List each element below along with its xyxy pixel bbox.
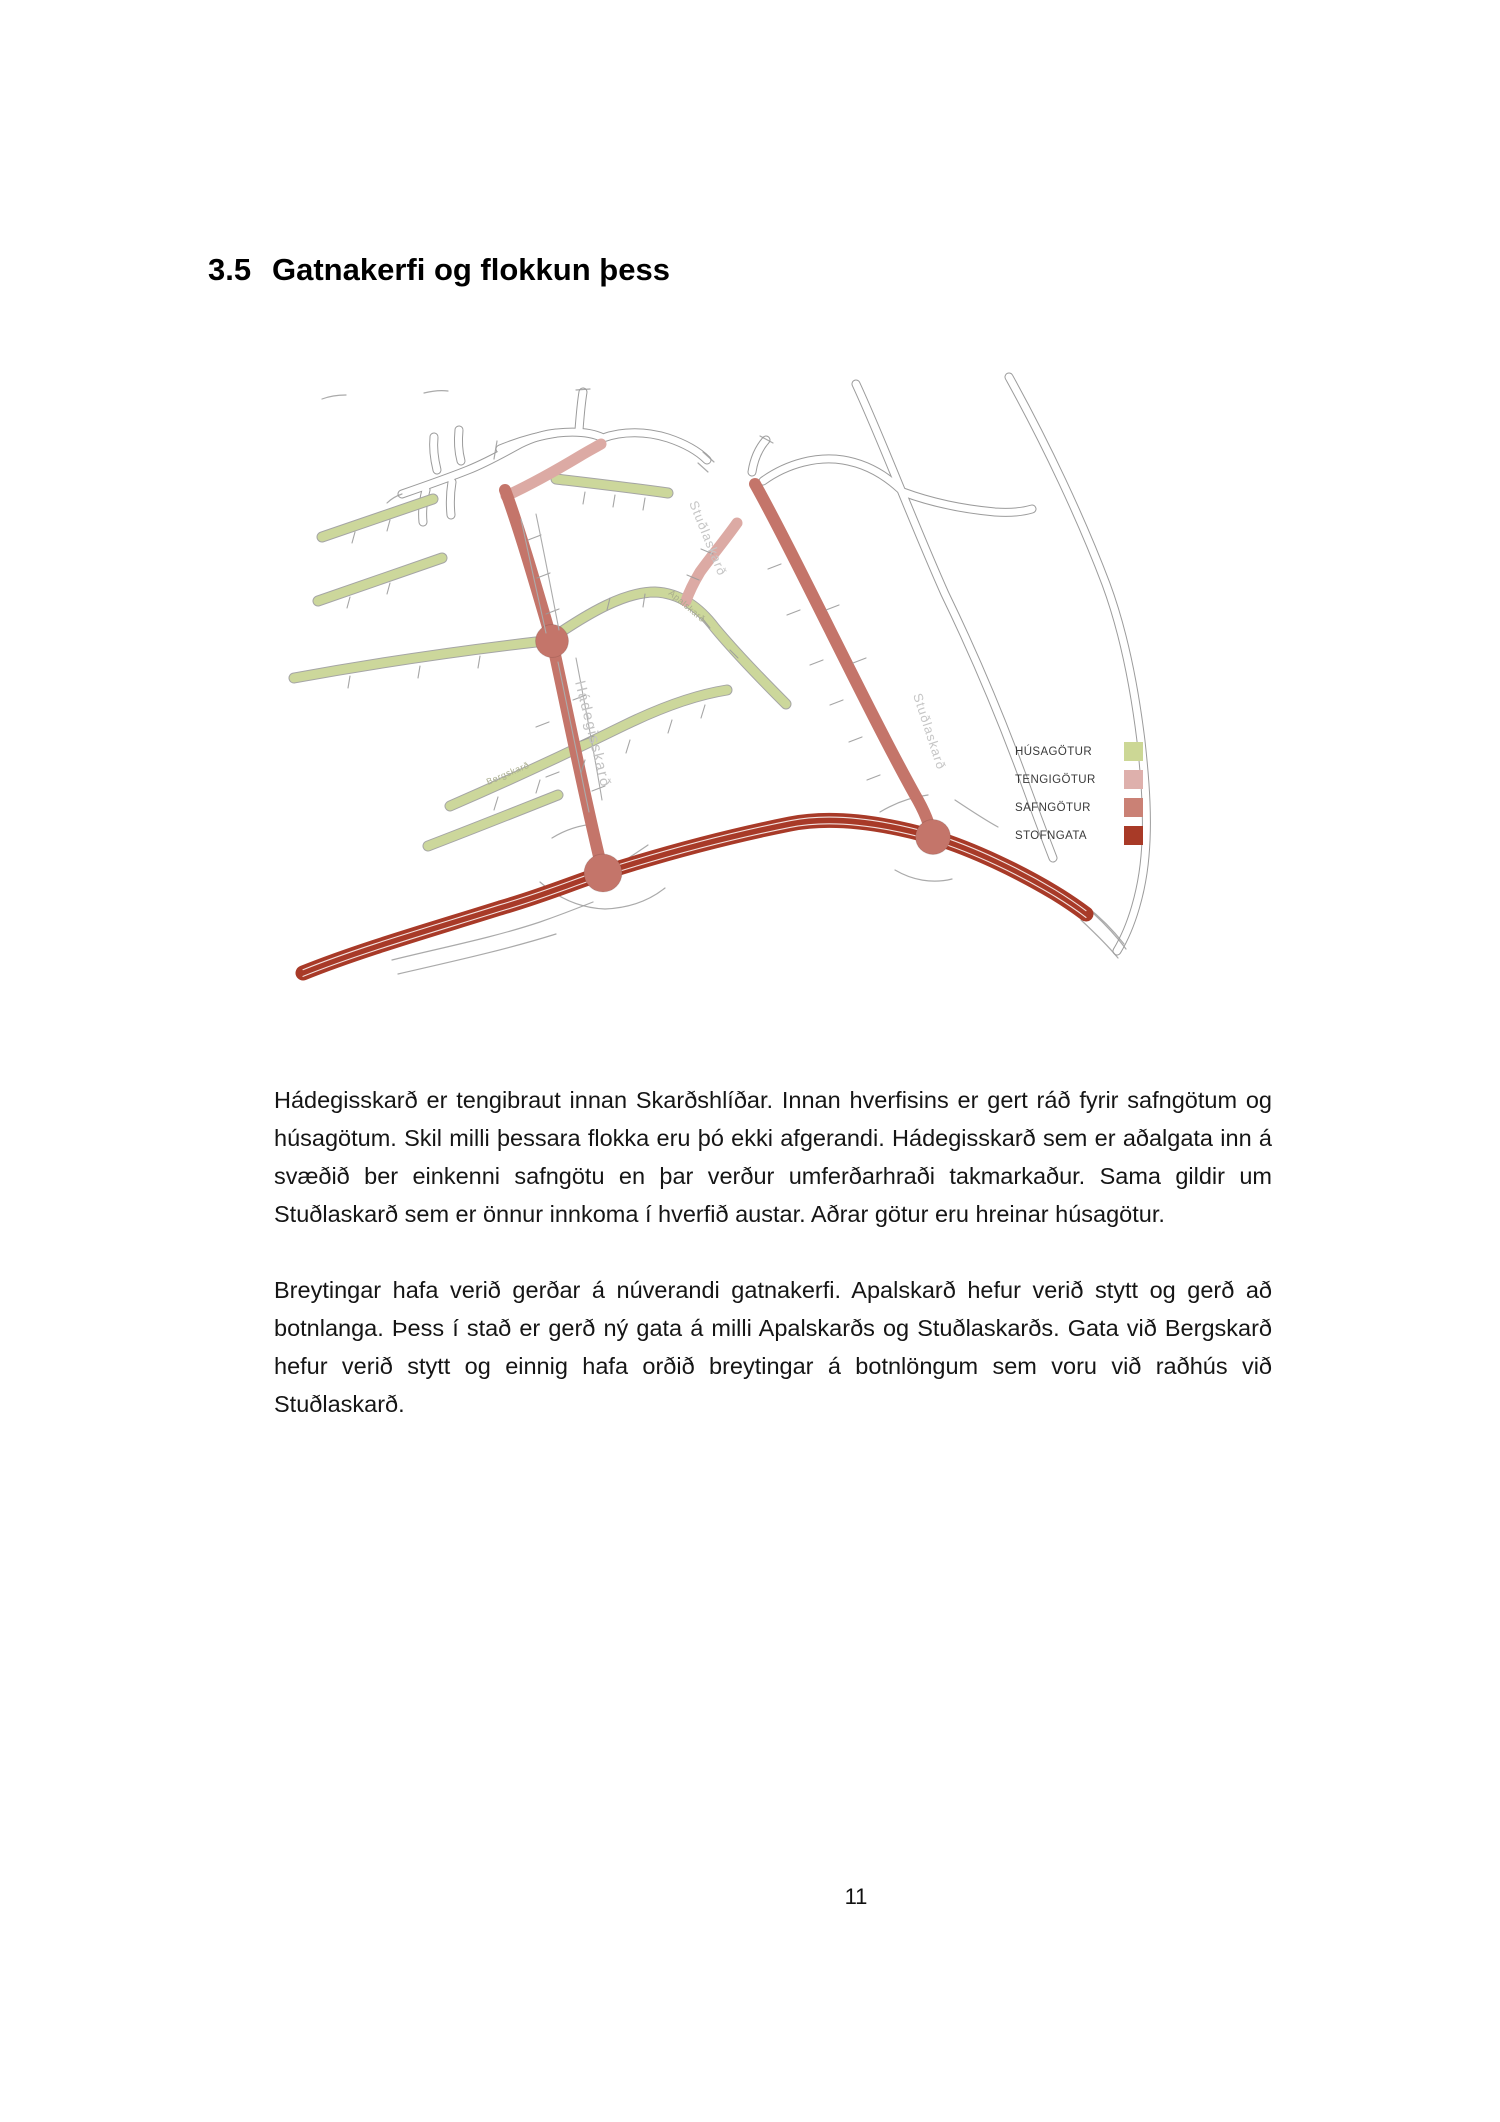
legend-swatch-husagotur	[1124, 742, 1143, 761]
section-number: 3.5	[208, 252, 252, 287]
page-number: 11	[844, 1884, 868, 1909]
legend-label: SAFNGÖTUR	[1015, 801, 1091, 814]
road-classification-map	[280, 370, 1170, 1000]
legend-item-stofngata	[1015, 826, 1143, 845]
studlaskard-label-upper: Stuðlaskarð	[686, 498, 730, 578]
paragraph-1: Hádegisskarð er tengibraut innan Skarðshlíðar. Innan hverfisins er gert ráð fyrir safngötum og húsagötum. Skil milli þessara flokka eru þó ekki afgerandi. Hádegisskarð sem er aðalgata inn á svæðið ber einkenni safngötu en þar verður umferðarhraði takmarkaður. Sama gildir um Stuðlaskarð sem er önnur innkoma í hverfið austar. Aðrar götur eru hreinar húsagötur.	[274, 1087, 1272, 1227]
bergskard-label: Bergskarð	[484, 759, 531, 787]
studlaskard-road	[755, 484, 932, 837]
body-text	[274, 1081, 1272, 1461]
stofngata-road	[303, 817, 1086, 976]
apalskard-label: Apalskarð	[666, 587, 708, 625]
legend-item-tengigotur	[1015, 770, 1143, 789]
paragraph-2: Breytingar hafa verið gerðar á núverandi gatnakerfi. Apalskarð hefur verið stytt og gerð að botnlanga. Þess í stað er gerð ný gata á milli Apalskarðs og Stuðlaskarðs. Gata við Bergskarð hefur verið stytt og einnig hafa orðið breytingar á botnlöngum sem voru við raðhús við Stuðlaskarð.	[274, 1277, 1272, 1417]
gray-road-network	[322, 377, 1146, 974]
roundabout-east	[916, 820, 951, 855]
roundabout-mid	[536, 625, 569, 658]
legend-label: HÚSAGÖTUR	[1015, 745, 1093, 758]
studlaskard-label-lower: Stuðlaskarð	[910, 691, 950, 772]
legend-label: STOFNGATA	[1015, 829, 1087, 842]
legend-item-safngotur	[1015, 798, 1143, 817]
legend-label: TENGIGÖTUR	[1015, 773, 1096, 786]
legend-item-husagotur	[1015, 742, 1143, 761]
section-heading	[208, 252, 670, 288]
hadegisskard-label: Hádegisskarð	[571, 678, 615, 790]
legend-swatch-stofngata	[1124, 826, 1143, 845]
legend-swatch-safngotur	[1124, 798, 1143, 817]
legend-swatch-tengigotur	[1124, 770, 1143, 789]
section-title: Gatnakerfi og flokkun þess	[272, 252, 670, 287]
map-legend	[1015, 742, 1143, 854]
roundabout-west	[584, 854, 622, 892]
map-svg	[280, 370, 1170, 1000]
